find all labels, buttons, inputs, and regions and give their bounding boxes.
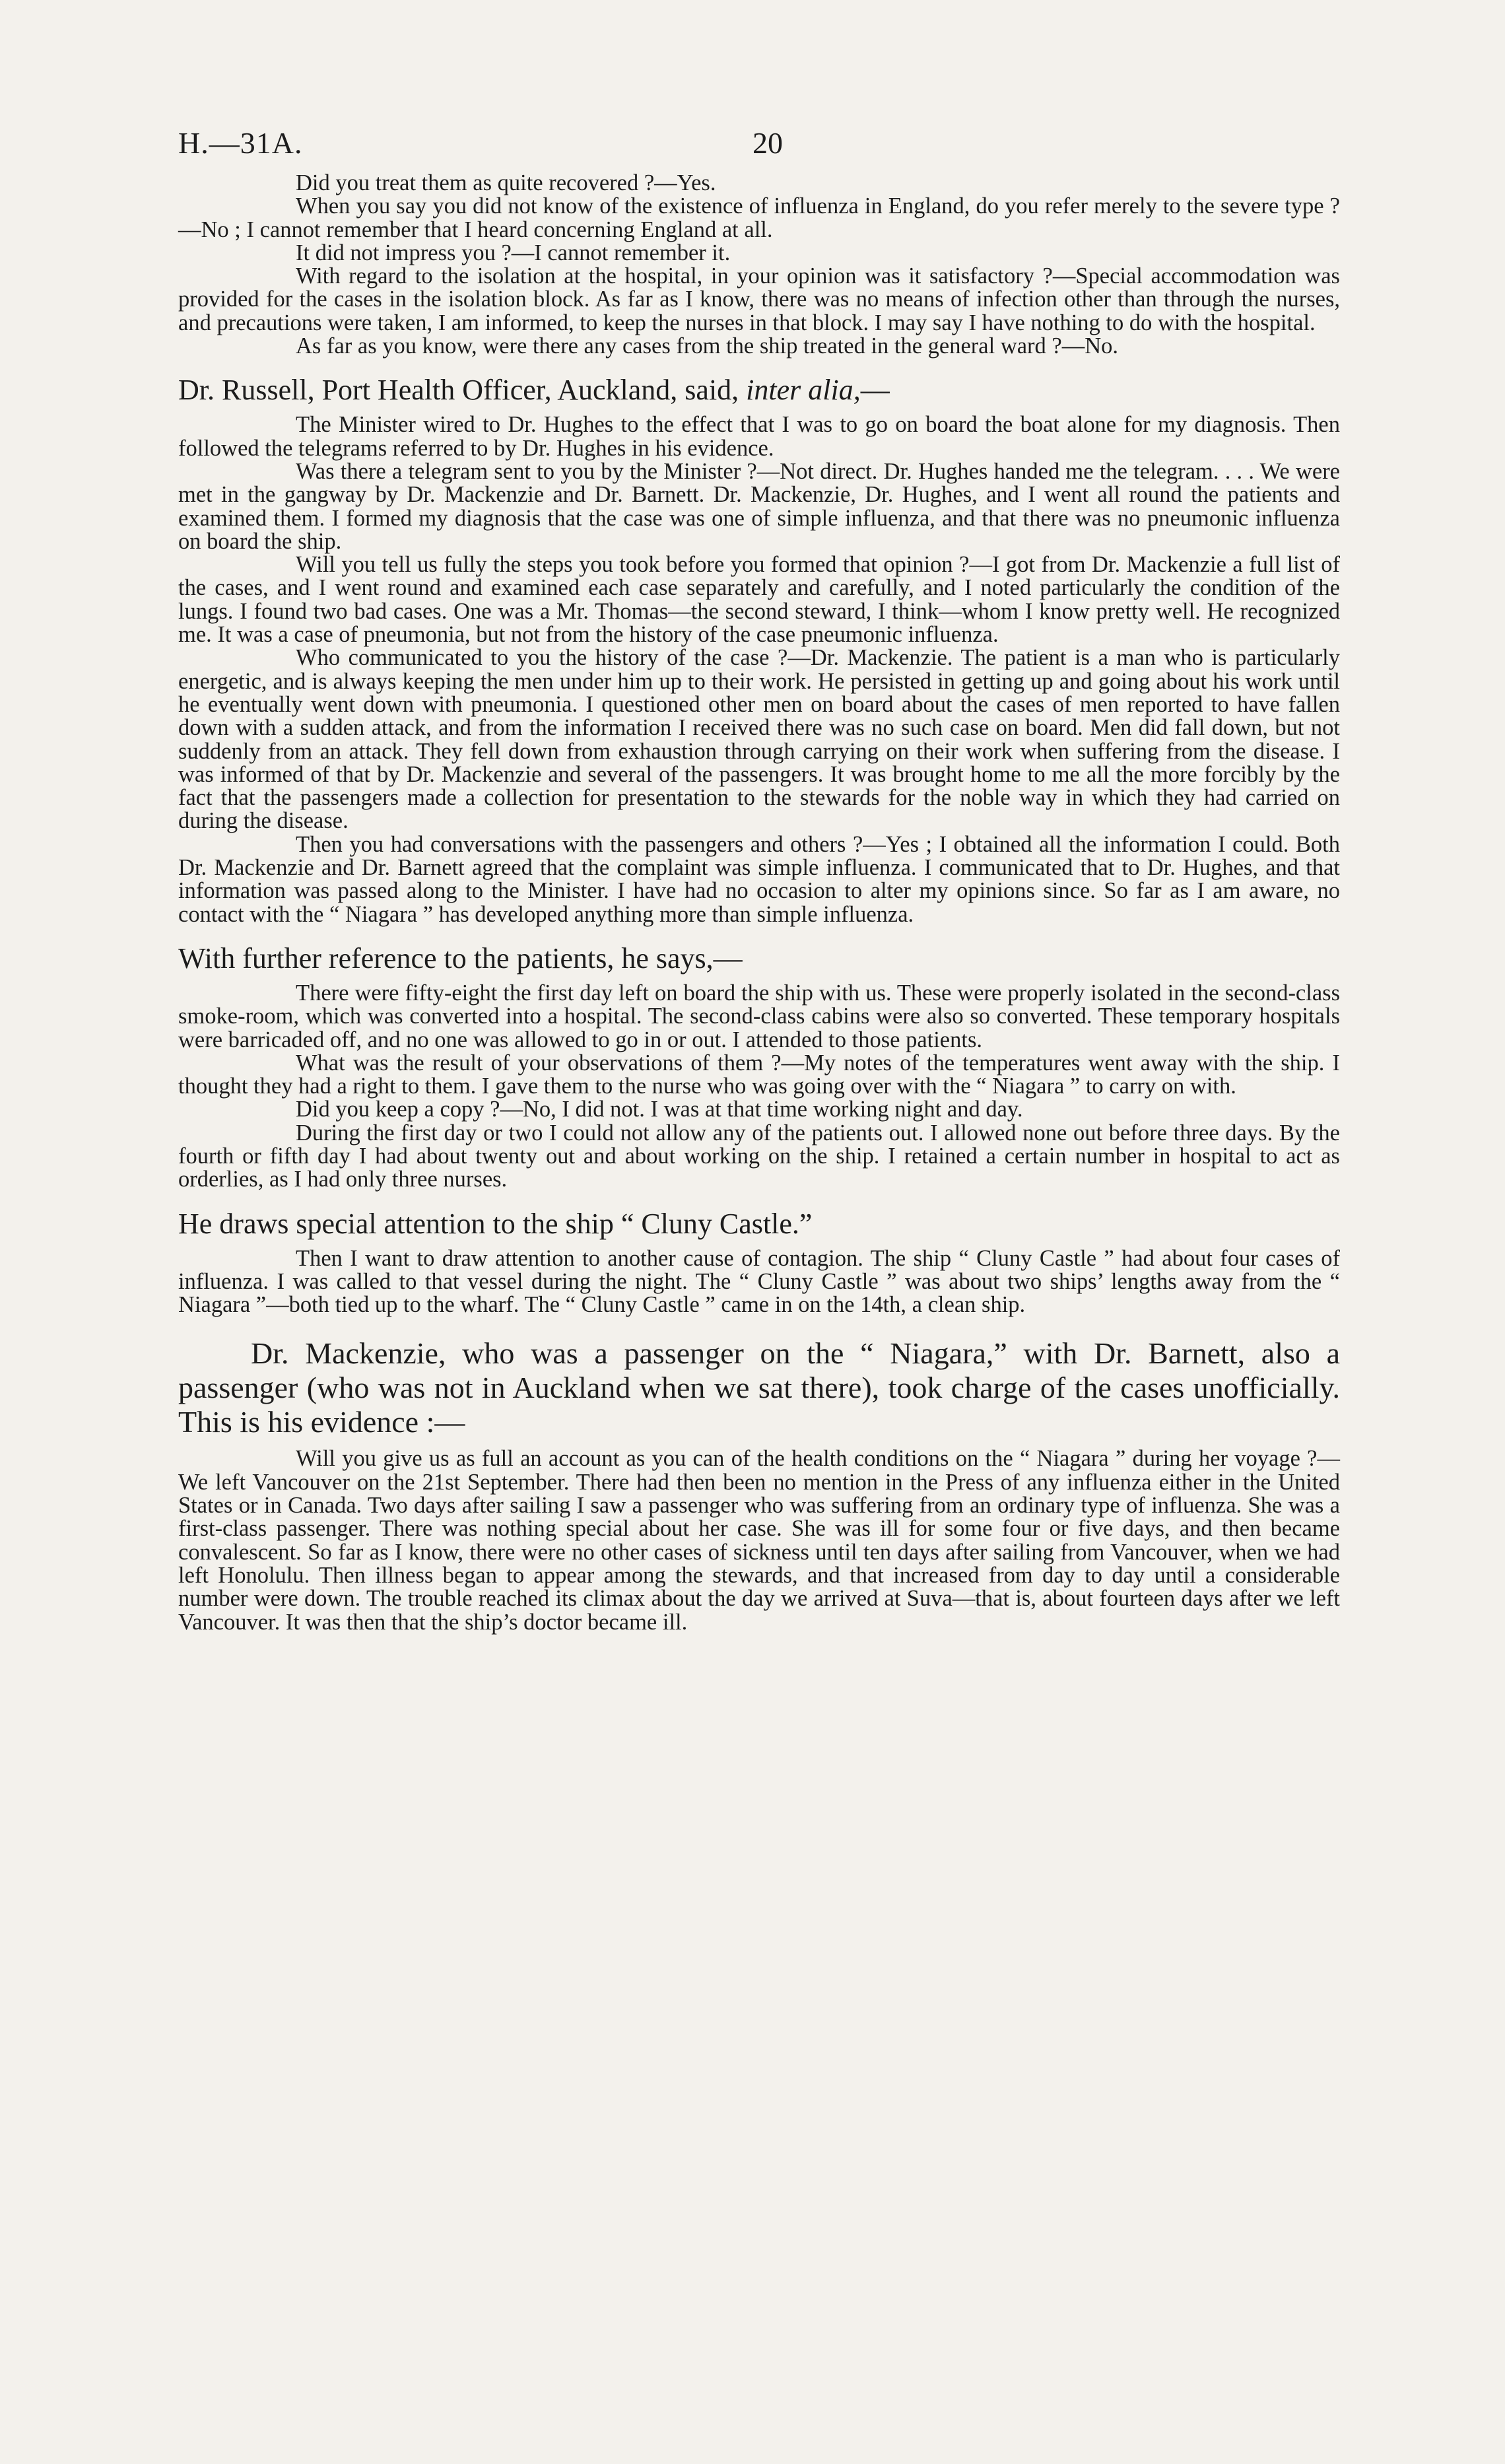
paragraph: Who communicated to you the history of the case ?—Dr. Mackenzie. The patient is a man who is particularly energetic, and is always keeping the men under him up to their work. He persisted in getting up and going about his work until he eventually went down with pneumonia. I questioned other men on board about the cases of men reported to have fallen down with a sudden attack, and from the information I received there was no such case on board. Men did fall down, but not suddenly from an attack. They fell down from exhaustion through carrying on their work when suffering from the disease. I was informed of that by Dr. Mackenzie and several of the passengers. It was brought home to me all the more forcibly by the fact that the passengers made a collection for presentation to the stewards for the noble way in which they had carried on during the disease. [178, 645, 1340, 834]
paragraph: Then I want to draw attention to another cause of contagion. The ship “ Cluny Castle ” had about four cases of influenza. I was called to that vessel during the night. The “ Cluny Castle ” was about two ships’ lengths away from the “ Niagara ”—both tied up to the wharf. The “ Cluny Castle ” came in on the 14th, a clean ship. [178, 1245, 1340, 1318]
paragraph: When you say you did not know of the existence of influenza in England, do you refer merely to the severe type ?—No ; I cannot remember that I heard concerning England at all. [178, 193, 1340, 242]
heading-text: Dr. Russell, Port Health Officer, Auckland, said, [178, 374, 739, 407]
paragraph: There were fifty-eight the first day left on board the ship with us. These were properly isolated in the second-class smoke-room, which was converted into a hospital. The second-class cabins were also so converted. These temporary hospitals were barricaded off, and no one was allowed to go in or out. I attended to those patients. [178, 980, 1340, 1052]
paragraph: Was there a telegram sent to you by the Minister ?—Not direct. Dr. Hughes handed me the telegram. . . . We were met in the gangway by Dr. Mackenzie and Dr. Barnett. Dr. Mackenzie, Dr. Hughes, and I went all round the patients and examined them. I formed my diagnosis that the case was one of simple influenza, and that there was no pneumonic influenza on board the ship. [178, 458, 1340, 554]
section-heading: Dr. Mackenzie, who was a passenger on the “ Niagara,” with Dr. Barnett, also a passenger (who was not in Auckland when we sat there), took charge of the cases unofficially. This is his evidence :— [178, 1336, 1340, 1439]
section-cluny-castle [178, 1209, 1340, 1317]
section-heading: He draws special attention to the ship “ Cluny Castle.” [178, 1207, 813, 1240]
section-heading: With further reference to the patients, he says,— [178, 941, 743, 975]
heading-italic: inter alia, [746, 374, 861, 407]
paragraph: What was the result of your observations of them ?—My notes of the temperatures went away with the ship. I thought they had a right to them. I gave them to the nurse who was going over with the “ Niagara ” to carry on with. [178, 1050, 1340, 1099]
paragraph: As far as you know, were there any cases from the ship treated in the general ward ?—No. [296, 333, 1119, 359]
paragraph: Then you had conversations with the passengers and others ?—Yes ; I obtained all the information I could. Both Dr. Mackenzie and Dr. Barnett agreed that the complaint was simple influenza. I communicated that to Dr. Hughes, and that information was passed along to the Minister. I have had no occasion to alter my opinions since. So far as I am aware, no contact with the “ Niagara ” has developed anything more than simple influenza. [178, 831, 1340, 927]
paragraph: The Minister wired to Dr. Hughes to the effect that I was to go on board the boat alone for my diagnosis. Then followed the telegrams referred to by Dr. Hughes in his evidence. [178, 412, 1340, 461]
paragraph: Will you give us as full an account as you can of the health conditions on the “ Niagara ” during her voyage ?—We left Vancouver on the 21st September. There had then been no mention in the Press of any influenza either in the United States or in Canada. Two days after sailing I saw a passenger who was suffering from an ordinary type of influenza. She was a first-class passenger. There was nothing special about her case. She was ill for some four or five days, and then became convalescent. So far as I know, there were no other cases of sickness until ten days after sailing from Vancouver, when we had left Honolulu. Then illness began to appear among the stewards, and that increased from day to day until a considerable number were down. The trouble reached its climax about the day we arrived at Suva—that is, about fourteen days after we left Vancouver. It was then that the ship’s doctor became ill. [178, 1446, 1340, 1635]
page-number: 20 [752, 126, 783, 160]
paragraph: With regard to the isolation at the hospital, in your opinion was it satisfactory ?—Special accommodation was provided for the cases in the isolation block. As far as I know, there was no means of infection other than through the nurses, and precautions were taken, I am informed, to keep the nurses in that block. I may say I have nothing to do with the hospital. [178, 263, 1340, 335]
heading-dash: — [860, 374, 890, 407]
page-header [178, 125, 1340, 172]
paragraph: During the first day or two I could not allow any of the patients out. I allowed none out before three days. By the fourth or fifth day I had about twenty out and about working on the ship. I retained a certain number in hospital to act as orderlies, as I had only three nurses. [178, 1120, 1340, 1192]
intro-block [178, 172, 1340, 358]
paragraph: Did you keep a copy ?—No, I did not. I was at that time working night and day. [296, 1097, 1023, 1122]
section-dr-mackenzie [178, 1336, 1340, 1633]
paragraph: It did not impress you ?—I cannot remember it. [296, 240, 731, 265]
section-further-reference [178, 943, 1340, 1192]
paragraph: Will you tell us fully the steps you took before you formed that opinion ?—I got from Dr. Mackenzie a full list of the cases, and I went round and examined each case separately and carefully, and I noted particularly the condition of the lungs. I found two bad cases. One was a Mr. Thomas—the second steward, I think—whom I know pretty well. He recognized me. It was a case of pneumonia, but not from the history of the case pneumonic influenza. [178, 552, 1340, 648]
document-reference: H.—31A. [178, 126, 303, 160]
paragraph: Did you treat them as quite recovered ?—Yes. [296, 170, 716, 195]
section-heading [178, 375, 1340, 405]
document-page [178, 125, 1340, 1634]
section-dr-russell [178, 375, 1340, 926]
